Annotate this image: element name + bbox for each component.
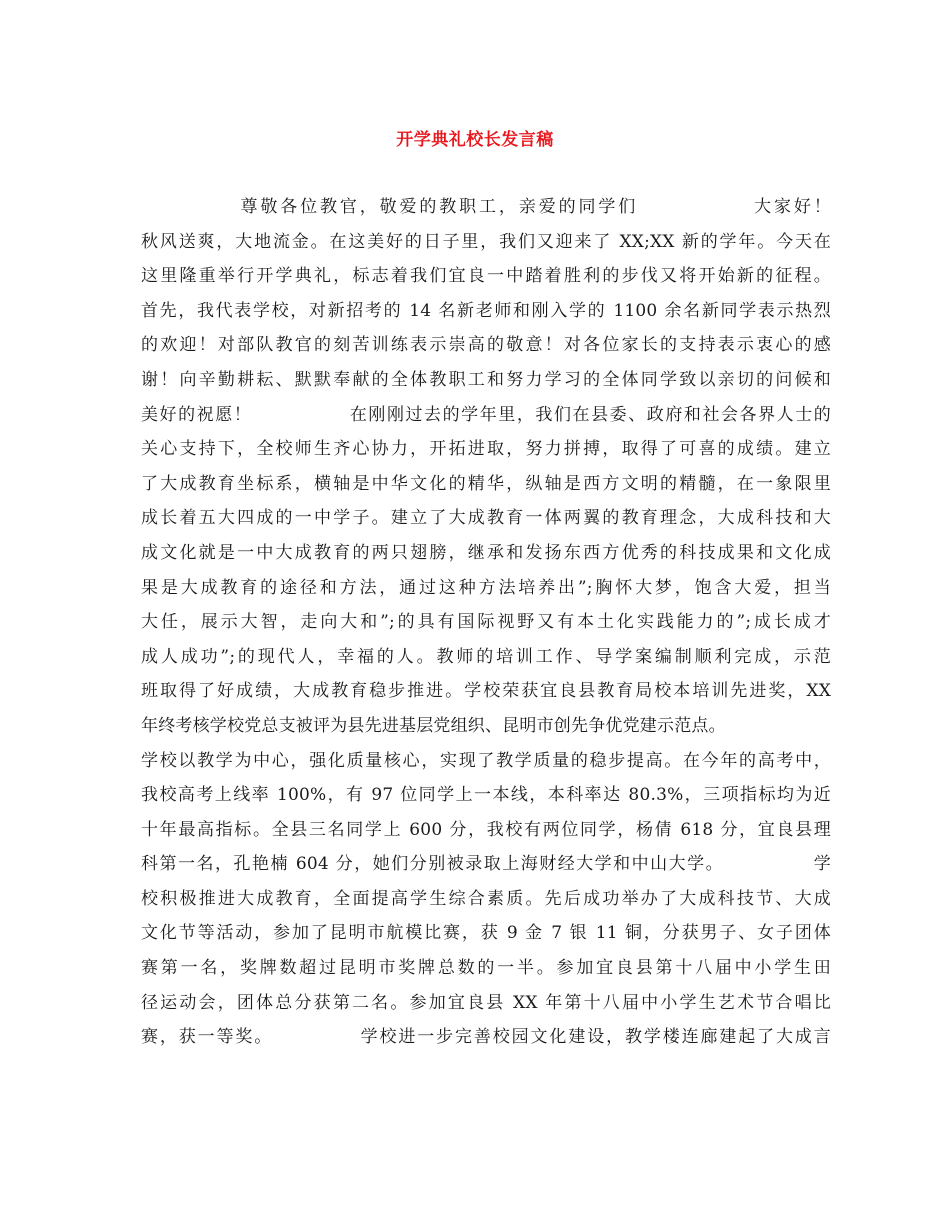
paragraph-line: 文化节等活动，参加了昆明市航模比赛，获 9 金 7 银 11 铜，分获男子、女子团体 — [141, 923, 831, 944]
paragraph-line: 我校高考上线率 100%，有 97 位同学上一本线，本科率达 80.3%，三项指标均为近 — [141, 785, 831, 806]
paragraph-line: 校积极推进大成教育，全面提高学生综合素质。先后成功举办了大成科技节、大成 — [141, 888, 831, 909]
paragraph-line: 赛，获一等奖。 学校进一步完善校园文化建设，教学楼连廊建起了大成言 — [141, 1027, 831, 1048]
paragraph-line: 关心支持下，全校师生齐心协力，开拓进取，努力拼搏，取得了可喜的成绩。建立 — [141, 439, 831, 460]
paragraph-line: 年终考核学校党总支被评为县先进基层党组织、昆明市创先争优党建示范点。 — [141, 715, 726, 736]
paragraph-line: 这里隆重举行开学典礼，标志着我们宜良一中踏着胜利的步伐又将开始新的征程。 — [141, 266, 831, 287]
paragraph-line: 了大成教育坐标系，横轴是中华文化的精华，纵轴是西方文明的精髓，在一象限里 — [141, 473, 831, 494]
paragraph-line: 班取得了好成绩，大成教育稳步推进。学校荣获宜良县教育局校本培训先进奖，XX — [141, 681, 831, 702]
paragraph-line: 成文化就是一中大成教育的两只翅膀，继承和发扬东西方优秀的科技成果和文化成 — [141, 542, 831, 563]
speech-body — [141, 190, 831, 1055]
paragraph-line: 赛第一名，奖牌数超过昆明市奖牌总数的一半。参加宜良县第十八届中小学生田 — [141, 958, 831, 979]
paragraph-line: 秋风送爽，大地流金。在这美好的日子里，我们又迎来了 XX;XX 新的学年。今天在 — [141, 231, 831, 252]
paragraph-line: 美好的祝愿！ 在刚刚过去的学年里，我们在县委、政府和社会各界人士的 — [141, 404, 831, 425]
paragraph-line: 首先，我代表学校，对新招考的 14 名新老师和刚入学的 1100 余名新同学表示热烈 — [141, 300, 831, 321]
paragraph-line: 的欢迎！对部队教官的刻苦训练表示崇高的敬意！对各位家长的支持表示衷心的感 — [141, 335, 831, 356]
paragraph-line: 谢！向辛勤耕耘、默默奉献的全体教职工和努力学习的全体同学致以亲切的问候和 — [141, 369, 831, 390]
paragraph-line: 成长着五大四成的一中学子。建立了大成教育一体两翼的教育理念，大成科技和大 — [141, 508, 831, 529]
paragraph-line: 尊敬各位教官，敬爱的教职工，亲爱的同学们 大家好！ — [141, 197, 831, 217]
paragraph-line: 大任，展示大智，走向大和”;的具有国际视野又有本土化实践能力的”;成长成才 — [141, 612, 831, 633]
paragraph-line: 十年最高指标。全县三名同学上 600 分，我校有两位同学，杨倩 618 分，宜良县理 — [141, 819, 831, 840]
paragraph-line: 果是大成教育的途径和方法，通过这种方法培养出”;胸怀大梦，饱含大爱，担当 — [141, 577, 831, 598]
paragraph-line: 径运动会，团体总分获第二名。参加宜良县 XX 年第十八届中小学生艺术节合唱比 — [141, 992, 831, 1013]
paragraph-line: 科第一名，孔艳楠 604 分，她们分别被录取上海财经大学和中山大学。 学 — [141, 854, 831, 875]
paragraph-line: 成人成功”;的现代人，幸福的人。教师的培训工作、导学案编制顺利完成，示范 — [141, 646, 831, 667]
paragraph-line: 学校以教学为中心，强化质量核心，实现了教学质量的稳步提高。在今年的高考中， — [141, 750, 831, 771]
document-title: 开学典礼校长发言稿 — [396, 130, 554, 150]
